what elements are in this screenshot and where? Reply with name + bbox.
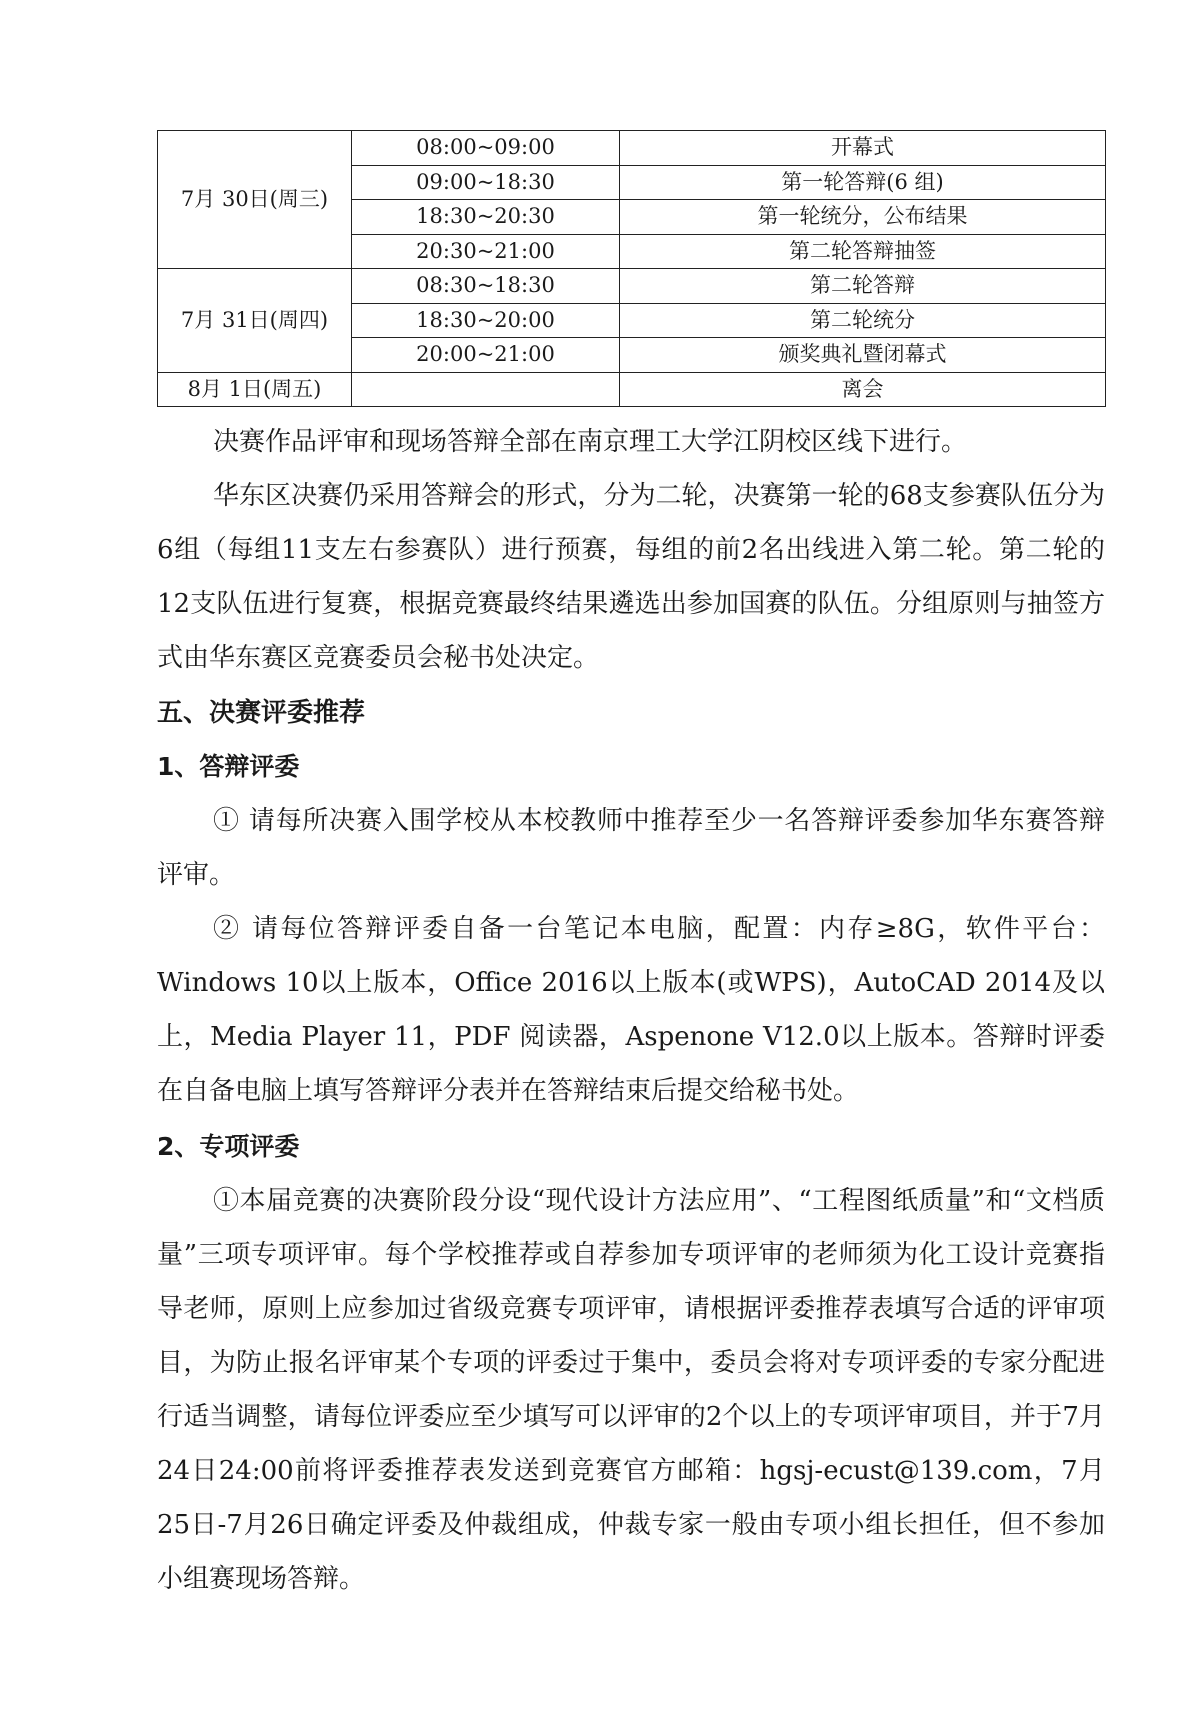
section-heading: 五、决赛评委推荐 <box>157 698 366 728</box>
judge-paragraph: ① 请每所决赛入围学校从本校教师中推荐至少一名答辩评委参加华东赛答辩评审。 <box>157 806 1105 890</box>
event-cell: 第二轮答辩 <box>620 269 1106 304</box>
event-cell: 离会 <box>620 372 1106 407</box>
time-cell: 18:30~20:00 <box>352 303 620 338</box>
table-row <box>158 269 1106 304</box>
event-cell: 第一轮统分，公布结果 <box>620 200 1106 235</box>
venue-paragraph: 决赛作品评审和现场答辩全部在南京理工大学江阴校区线下进行。 <box>213 427 968 457</box>
day-cell: 7月 30日(周三) <box>158 131 352 269</box>
day-cell: 7月 31日(周四) <box>158 269 352 373</box>
subsection-heading: 1、答辩评委 <box>157 752 300 781</box>
time-cell: 08:00~09:00 <box>352 131 620 166</box>
event-cell: 开幕式 <box>620 131 1106 166</box>
time-cell: 08:30~18:30 <box>352 269 620 304</box>
subsection-heading: 2、专项评委 <box>157 1132 300 1161</box>
event-cell: 第一轮答辩(6 组) <box>620 165 1106 200</box>
time-cell <box>352 372 620 407</box>
format-paragraph: 华东区决赛仍采用答辩会的形式，分为二轮，决赛第一轮的68支参赛队伍分为6组（每组11支左右参赛队）进行预赛，每组的前2名出线进入第二轮。第二轮的12支队伍进行复赛，根据竞赛最终结果遴选出参加国赛的队伍。分组原则与抽签方式由华东赛区竞赛委员会秘书处决定。 <box>157 481 1105 673</box>
time-cell: 20:30~21:00 <box>352 234 620 269</box>
special-judge-paragraph: ①本届竞赛的决赛阶段分设“现代设计方法应用”、“工程图纸质量”和“文档质量”三项专项评审。每个学校推荐或自荐参加专项评审的老师须为化工设计竞赛指导老师，原则上应参加过省级竞赛专项评审，请根据评委推荐表填写合适的评审项目，为防止报名评审某个专项的评委过于集中，委员会将对专项评委的专家分配进行适当调整，请每位评委应至少填写可以评审的2个以上的专项评审项目，并于7月24日24:00前将评委推荐表发送到竞赛官方邮箱：hgsj-ecust@139.com，7月25日-7月26日确定评委及仲裁组成，仲裁专家一般由专项小组长担任，但不参加小组赛现场答辩。 <box>157 1186 1105 1594</box>
event-cell: 第二轮统分 <box>620 303 1106 338</box>
event-cell: 颁奖典礼暨闭幕式 <box>620 338 1106 373</box>
event-cell: 第二轮答辩抽签 <box>620 234 1106 269</box>
day-cell: 8月 1日(周五) <box>158 372 352 407</box>
judge-laptop-paragraph: ② 请每位答辩评委自备一台笔记本电脑，配置：内存≥8G，软件平台：Windows 10以上版本，Office 2016以上版本(或WPS)，AutoCAD 2014及以上，Media Player 11，PDF 阅读器，Aspenone V12.0以上版本。答辩时评委在自备电脑上填写答辩评分表并在答辩结束后提交给秘书处。 <box>157 914 1105 1106</box>
schedule-table <box>157 130 1106 407</box>
time-cell: 18:30~20:30 <box>352 200 620 235</box>
time-cell: 09:00~18:30 <box>352 165 620 200</box>
table-row <box>158 131 1106 166</box>
table-row <box>158 372 1106 407</box>
time-cell: 20:00~21:00 <box>352 338 620 373</box>
